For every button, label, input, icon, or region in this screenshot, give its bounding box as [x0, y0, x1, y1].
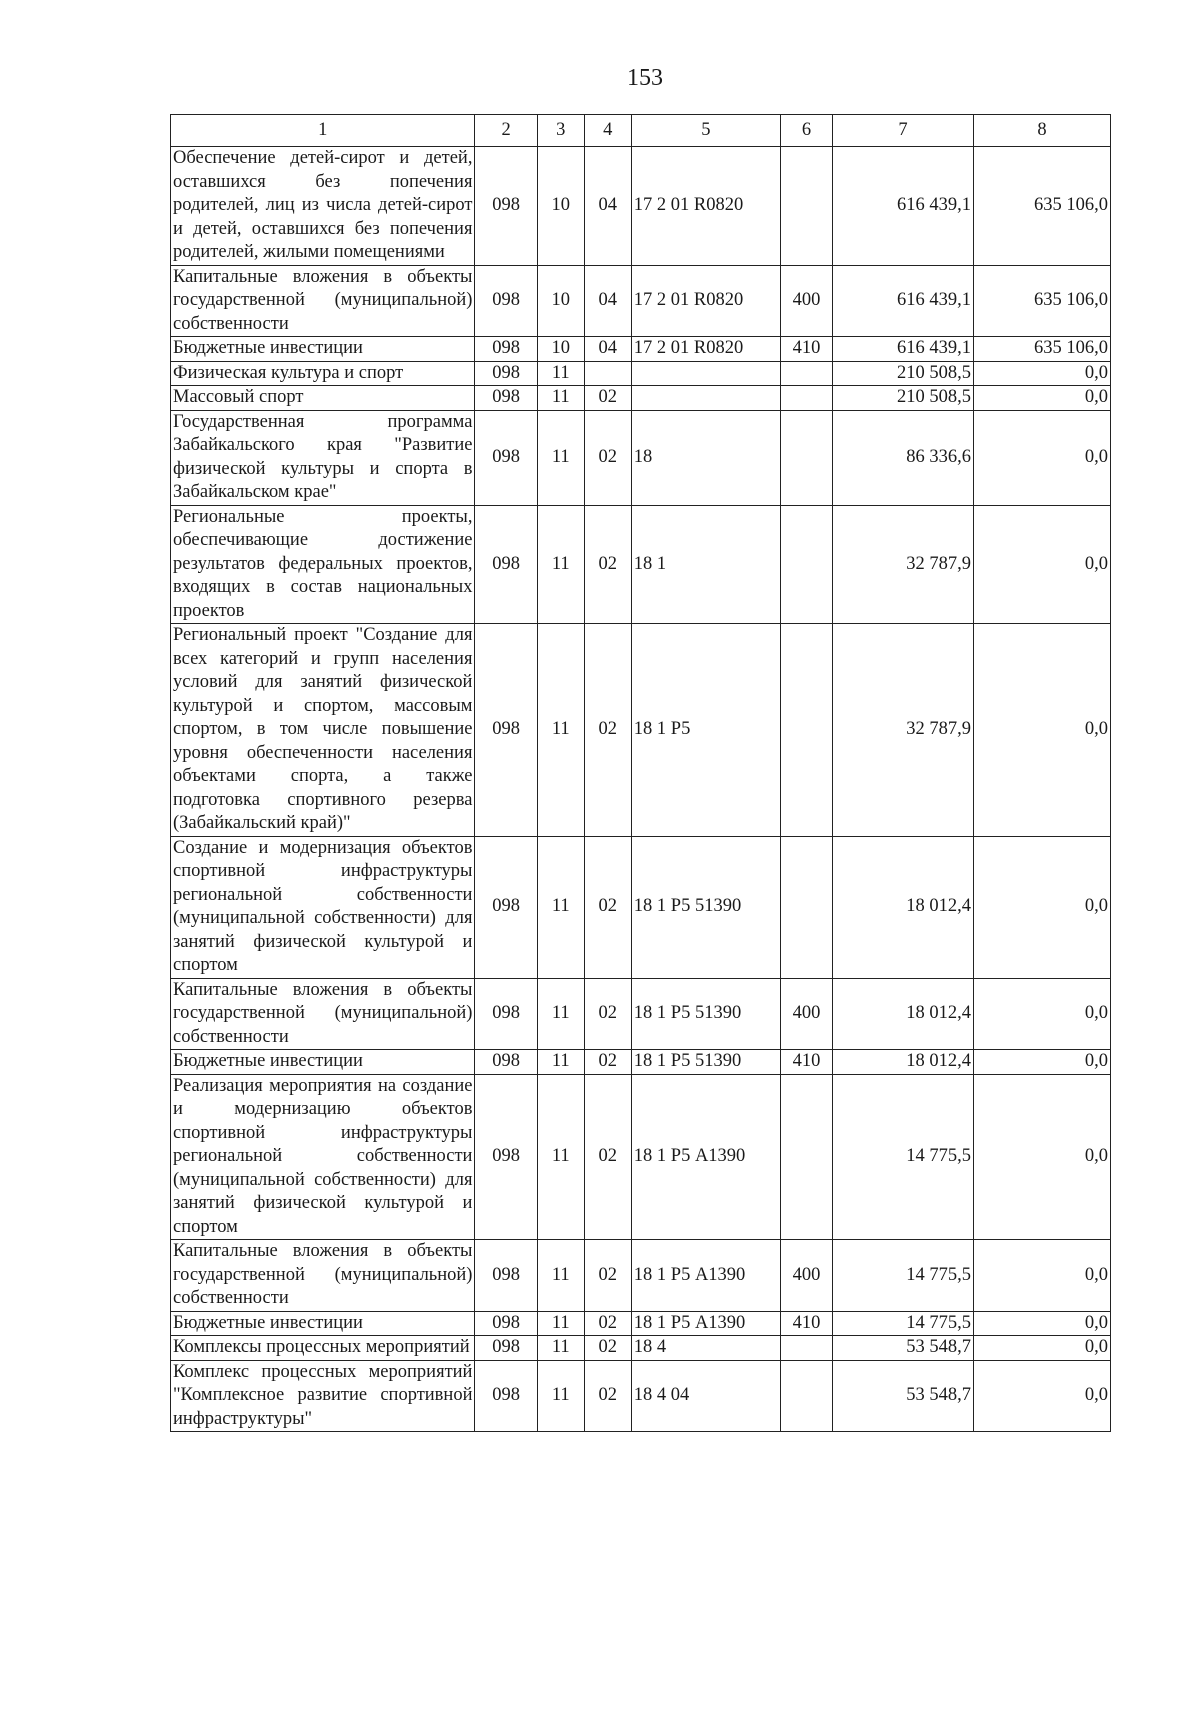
cell-expense-type: 410 — [780, 1050, 832, 1075]
cell-expense-type — [780, 1074, 832, 1240]
cell-amount-year2: 0,0 — [974, 836, 1111, 978]
cell-subsection: 02 — [584, 1074, 631, 1240]
cell-name: Бюджетные инвестиции — [171, 337, 475, 362]
cell-section: 11 — [537, 410, 584, 505]
cell-target-article: 18 1 Р5 А1390 — [631, 1074, 780, 1240]
cell-expense-type: 400 — [780, 265, 832, 337]
header-col-6: 6 — [780, 115, 832, 147]
cell-name: Обеспечение детей-сирот и детей, оставшихся без попечения родителей, лиц из числа детей-сирот и детей, оставшихся без попечения родителей, жилыми помещениями — [171, 147, 475, 266]
cell-subsection: 04 — [584, 337, 631, 362]
cell-name: Капитальные вложения в объекты государственной (муниципальной) собственности — [171, 978, 475, 1050]
header-col-1: 1 — [171, 115, 475, 147]
cell-subsection: 02 — [584, 1311, 631, 1336]
cell-target-article: 18 1 Р5 — [631, 624, 780, 837]
cell-ministry-code: 098 — [475, 1360, 537, 1432]
cell-name: Бюджетные инвестиции — [171, 1311, 475, 1336]
cell-subsection: 02 — [584, 1336, 631, 1361]
cell-section: 11 — [537, 386, 584, 411]
cell-expense-type: 410 — [780, 1311, 832, 1336]
cell-amount-year1: 18 012,4 — [833, 978, 974, 1050]
cell-ministry-code: 098 — [475, 978, 537, 1050]
table-row — [171, 1240, 1111, 1312]
table-row — [171, 337, 1111, 362]
cell-amount-year2: 0,0 — [974, 386, 1111, 411]
cell-name: Комплексы процессных мероприятий — [171, 1336, 475, 1361]
cell-expense-type: 400 — [780, 1240, 832, 1312]
cell-amount-year1: 14 775,5 — [833, 1311, 974, 1336]
cell-ministry-code: 098 — [475, 1336, 537, 1361]
cell-section: 11 — [537, 1311, 584, 1336]
cell-ministry-code: 098 — [475, 1311, 537, 1336]
cell-amount-year1: 616 439,1 — [833, 337, 974, 362]
header-row — [171, 115, 1111, 147]
cell-amount-year2: 0,0 — [974, 624, 1111, 837]
cell-section: 10 — [537, 147, 584, 266]
cell-expense-type: 410 — [780, 337, 832, 362]
cell-ministry-code: 098 — [475, 265, 537, 337]
table-row — [171, 361, 1111, 386]
cell-target-article: 18 1 Р5 51390 — [631, 836, 780, 978]
cell-name: Массовый спорт — [171, 386, 475, 411]
cell-target-article: 18 4 04 — [631, 1360, 780, 1432]
cell-section: 11 — [537, 1360, 584, 1432]
cell-amount-year2: 635 106,0 — [974, 265, 1111, 337]
cell-name: Создание и модернизация объектов спортивной инфраструктуры региональной собственности (муниципальной собственности) для занятий физической культурой и спортом — [171, 836, 475, 978]
table-row — [171, 1074, 1111, 1240]
cell-amount-year1: 210 508,5 — [833, 386, 974, 411]
cell-section: 11 — [537, 836, 584, 978]
header-col-7: 7 — [833, 115, 974, 147]
cell-target-article: 17 2 01 R0820 — [631, 265, 780, 337]
table-row — [171, 1336, 1111, 1361]
cell-target-article: 18 — [631, 410, 780, 505]
table-row — [171, 386, 1111, 411]
cell-ministry-code: 098 — [475, 836, 537, 978]
header-col-5: 5 — [631, 115, 780, 147]
cell-subsection: 02 — [584, 624, 631, 837]
table-row — [171, 624, 1111, 837]
cell-subsection: 02 — [584, 836, 631, 978]
cell-target-article — [631, 361, 780, 386]
cell-expense-type — [780, 410, 832, 505]
cell-subsection — [584, 361, 631, 386]
table-row — [171, 410, 1111, 505]
cell-amount-year1: 14 775,5 — [833, 1240, 974, 1312]
cell-section: 10 — [537, 265, 584, 337]
cell-ministry-code: 098 — [475, 624, 537, 837]
cell-section: 11 — [537, 1240, 584, 1312]
cell-target-article: 18 1 — [631, 505, 780, 624]
cell-name: Комплекс процессных мероприятий "Комплексное развитие спортивной инфраструктуры" — [171, 1360, 475, 1432]
cell-amount-year2: 0,0 — [974, 1240, 1111, 1312]
table-row — [171, 265, 1111, 337]
table-row — [171, 978, 1111, 1050]
cell-name: Реализация мероприятия на создание и модернизацию объектов спортивной инфраструктуры региональной собственности (муниципальной собственности) для занятий физической культурой и спортом — [171, 1074, 475, 1240]
cell-ministry-code: 098 — [475, 337, 537, 362]
cell-amount-year2: 0,0 — [974, 1311, 1111, 1336]
table-row — [171, 1050, 1111, 1075]
cell-section: 10 — [537, 337, 584, 362]
cell-subsection: 02 — [584, 1360, 631, 1432]
cell-amount-year1: 18 012,4 — [833, 1050, 974, 1075]
cell-subsection: 02 — [584, 978, 631, 1050]
cell-amount-year1: 18 012,4 — [833, 836, 974, 978]
cell-amount-year1: 53 548,7 — [833, 1336, 974, 1361]
table-row — [171, 147, 1111, 266]
cell-expense-type — [780, 386, 832, 411]
cell-target-article: 18 1 Р5 А1390 — [631, 1240, 780, 1312]
cell-amount-year2: 0,0 — [974, 978, 1111, 1050]
table-body — [171, 147, 1111, 1432]
cell-expense-type — [780, 361, 832, 386]
cell-ministry-code: 098 — [475, 1240, 537, 1312]
header-col-3: 3 — [537, 115, 584, 147]
cell-amount-year2: 0,0 — [974, 1050, 1111, 1075]
cell-subsection: 02 — [584, 505, 631, 624]
table-row — [171, 1360, 1111, 1432]
page-number: 153 — [627, 65, 663, 91]
cell-target-article: 17 2 01 R0820 — [631, 147, 780, 266]
cell-expense-type — [780, 836, 832, 978]
cell-amount-year1: 210 508,5 — [833, 361, 974, 386]
cell-amount-year2: 0,0 — [974, 1074, 1111, 1240]
table-row — [171, 505, 1111, 624]
table-row — [171, 1311, 1111, 1336]
cell-section: 11 — [537, 1336, 584, 1361]
cell-target-article — [631, 386, 780, 411]
cell-amount-year2: 0,0 — [974, 361, 1111, 386]
cell-subsection: 04 — [584, 147, 631, 266]
cell-section: 11 — [537, 978, 584, 1050]
cell-amount-year1: 86 336,6 — [833, 410, 974, 505]
budget-table — [170, 114, 1111, 1432]
cell-name: Бюджетные инвестиции — [171, 1050, 475, 1075]
cell-ministry-code: 098 — [475, 1074, 537, 1240]
table-row — [171, 836, 1111, 978]
cell-target-article: 18 4 — [631, 1336, 780, 1361]
cell-name: Капитальные вложения в объекты государственной (муниципальной) собственности — [171, 265, 475, 337]
cell-name: Государственная программа Забайкальского края "Развитие физической культуры и спорта в Забайкальском крае" — [171, 410, 475, 505]
cell-target-article: 18 1 Р5 51390 — [631, 1050, 780, 1075]
cell-expense-type — [780, 147, 832, 266]
cell-amount-year1: 616 439,1 — [833, 147, 974, 266]
cell-section: 11 — [537, 1074, 584, 1240]
cell-target-article: 17 2 01 R0820 — [631, 337, 780, 362]
cell-expense-type — [780, 1360, 832, 1432]
cell-ministry-code: 098 — [475, 147, 537, 266]
cell-subsection: 02 — [584, 1050, 631, 1075]
cell-subsection: 02 — [584, 386, 631, 411]
cell-amount-year1: 32 787,9 — [833, 505, 974, 624]
cell-section: 11 — [537, 505, 584, 624]
header-col-4: 4 — [584, 115, 631, 147]
cell-amount-year2: 0,0 — [974, 505, 1111, 624]
cell-subsection: 02 — [584, 410, 631, 505]
header-col-8: 8 — [974, 115, 1111, 147]
cell-name: Физическая культура и спорт — [171, 361, 475, 386]
cell-section: 11 — [537, 1050, 584, 1075]
cell-ministry-code: 098 — [475, 1050, 537, 1075]
cell-ministry-code: 098 — [475, 505, 537, 624]
cell-name: Капитальные вложения в объекты государственной (муниципальной) собственности — [171, 1240, 475, 1312]
cell-amount-year1: 616 439,1 — [833, 265, 974, 337]
cell-subsection: 02 — [584, 1240, 631, 1312]
cell-subsection: 04 — [584, 265, 631, 337]
cell-amount-year1: 14 775,5 — [833, 1074, 974, 1240]
cell-amount-year2: 0,0 — [974, 410, 1111, 505]
cell-expense-type — [780, 505, 832, 624]
cell-section: 11 — [537, 361, 584, 386]
header-col-2: 2 — [475, 115, 537, 147]
cell-target-article: 18 1 Р5 51390 — [631, 978, 780, 1050]
cell-amount-year2: 635 106,0 — [974, 147, 1111, 266]
cell-expense-type — [780, 624, 832, 837]
cell-amount-year1: 32 787,9 — [833, 624, 974, 837]
cell-name: Региональные проекты, обеспечивающие достижение результатов федеральных проектов, входящих в состав национальных проектов — [171, 505, 475, 624]
table-header — [171, 115, 1111, 147]
cell-amount-year2: 0,0 — [974, 1336, 1111, 1361]
cell-ministry-code: 098 — [475, 361, 537, 386]
cell-expense-type: 400 — [780, 978, 832, 1050]
cell-section: 11 — [537, 624, 584, 837]
cell-ministry-code: 098 — [475, 386, 537, 411]
cell-name: Региональный проект "Создание для всех категорий и групп населения условий для занятий физической культурой и спортом, массовым спортом, в том числе повышение уровня обеспеченности населения объектами спорта, а также подготовка спортивного резерва (Забайкальский край)" — [171, 624, 475, 837]
cell-target-article: 18 1 Р5 А1390 — [631, 1311, 780, 1336]
cell-amount-year2: 0,0 — [974, 1360, 1111, 1432]
cell-expense-type — [780, 1336, 832, 1361]
cell-amount-year2: 635 106,0 — [974, 337, 1111, 362]
cell-amount-year1: 53 548,7 — [833, 1360, 974, 1432]
cell-ministry-code: 098 — [475, 410, 537, 505]
